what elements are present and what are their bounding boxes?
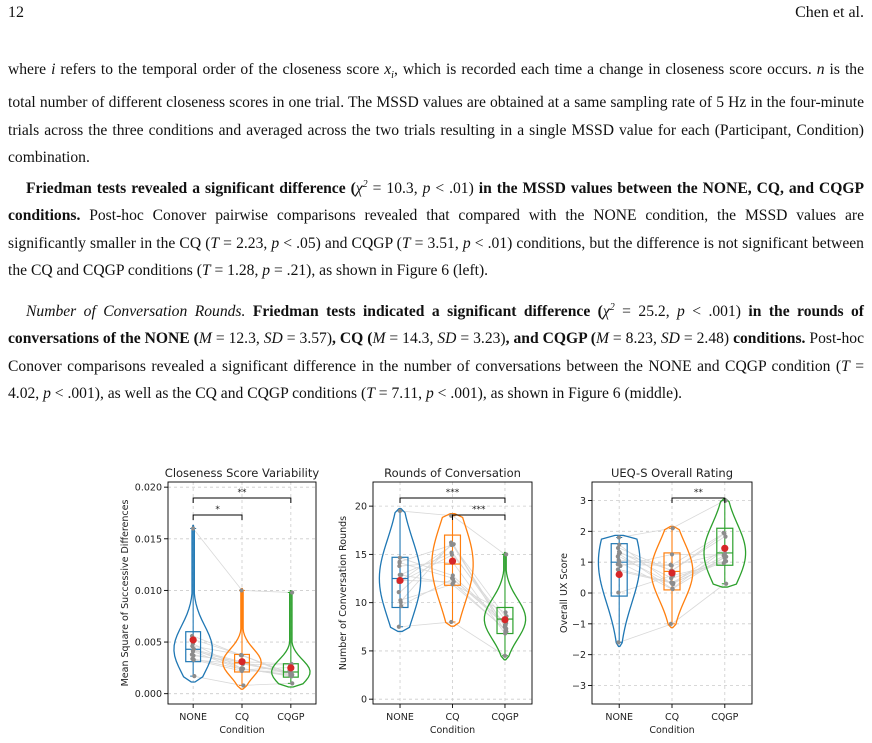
text-segment: 2 (362, 178, 368, 190)
text-segment: M (372, 330, 386, 348)
significance-label: ** (693, 488, 703, 498)
data-point (192, 647, 196, 651)
mean-marker (190, 636, 197, 643)
significance-bracket (672, 498, 725, 503)
chart-panel-3 (559, 466, 752, 736)
mean-marker (449, 558, 456, 565)
text-segment: SD (263, 330, 283, 348)
text-segment: in the MSSD values between the NONE, CQ, and CQGP conditions. (8, 180, 865, 225)
data-point (450, 582, 454, 586)
text-segment: < .01) conditions, but the difference is not significant between the CQ and CQGP conditions ( (8, 234, 864, 279)
text-segment: = 3.57) (282, 330, 333, 348)
text-segment: < .01) (430, 180, 474, 198)
figure-6 (0, 455, 872, 743)
x-axis-label: Condition (649, 725, 695, 736)
text-segment: = 3.51, (410, 234, 463, 252)
y-tick-label: 0.015 (134, 534, 162, 546)
text-segment: is the total number of different closeness scores in one trial. The MSSD values are obtained at a same sampling rate of 5 Hz in the four-minute trials across the three conditions and averaged across the two trials resulting in a single MSSD value for each (Participant, Condition) combination. (8, 61, 864, 166)
x-tick-label: CQGP (277, 712, 305, 723)
significance-label: * (215, 505, 220, 515)
significance-label: *** (471, 505, 486, 515)
y-tick-label: 1 (579, 557, 586, 569)
text-segment: = .21), as shown in Figure 6 (left). (270, 261, 489, 279)
chart-title: Rounds of Conversation (384, 466, 521, 480)
data-point (398, 560, 402, 564)
x-tick-label: CQ (234, 712, 250, 723)
data-point (616, 546, 620, 550)
data-point (397, 590, 401, 594)
text-segment: < .001), as shown in Figure 6 (middle). (433, 384, 683, 402)
data-point (670, 552, 674, 556)
text-segment (245, 303, 252, 320)
data-point (671, 526, 675, 530)
data-point (398, 598, 402, 602)
text-segment: = 14.3, (385, 330, 438, 348)
y-tick-label: 3 (579, 496, 586, 507)
text-segment: = 8.23, (608, 330, 661, 348)
chart-panel-1 (120, 466, 319, 736)
text-segment: χ (602, 303, 610, 321)
text-segment: p (422, 180, 431, 198)
text-segment: p (43, 384, 51, 402)
data-point (450, 553, 454, 557)
y-axis-label: Overall UX Score (559, 552, 570, 634)
chart-title: Closeness Score Variability (164, 466, 320, 480)
data-point (290, 590, 294, 594)
text-segment: = 4.02, (8, 357, 864, 402)
y-tick-label: 15 (354, 549, 367, 561)
text-segment: where (8, 61, 52, 78)
mean-marker (668, 569, 675, 576)
y-tick-label: 5 (360, 646, 367, 658)
text-segment: i (391, 70, 394, 82)
text-segment: = 7.11, (374, 384, 426, 402)
data-point (616, 590, 620, 594)
text-segment: = 3.23) (456, 330, 506, 348)
text-segment: T (210, 234, 220, 252)
y-axis-label: Number of Conversation Rounds (338, 515, 349, 671)
text-segment: SD (660, 330, 680, 348)
body-text (8, 56, 864, 407)
x-tick-label: NONE (179, 712, 208, 723)
data-point (398, 509, 402, 513)
data-point (616, 640, 620, 644)
data-point (670, 587, 674, 591)
text-segment: refers to the temporal order of the closeness score (55, 61, 385, 78)
text-segment: x (384, 61, 392, 78)
text-segment: Friedman tests revealed a significant difference ( (26, 180, 356, 198)
x-tick-label: CQGP (491, 712, 519, 723)
text-segment: Post-hoc Conover pairwise comparisons revealed that compared with the NONE condition, the MSSD values are significantly smaller in the CQ ( (8, 207, 864, 252)
text-segment: = 2.48) (679, 330, 730, 348)
x-tick-label: CQ (445, 712, 460, 723)
data-point (239, 653, 243, 657)
data-point (239, 666, 243, 670)
text-segment: Number of Conversation Rounds. (26, 303, 246, 321)
data-point (399, 573, 403, 577)
chart-title: UEQ-S Overall Rating (611, 466, 733, 480)
text-segment: Friedman tests indicated a significant difference ( (252, 303, 603, 321)
data-point (241, 683, 245, 687)
data-point (503, 629, 507, 633)
y-tick-label: 0 (360, 694, 367, 706)
significance-label: ** (237, 488, 247, 498)
text-segment: = 12.3, (211, 330, 264, 348)
y-tick-label: 0.000 (134, 689, 162, 701)
page-number: 12 (8, 4, 24, 21)
data-point (191, 526, 195, 530)
page-header (8, 4, 864, 26)
mean-marker (238, 658, 245, 665)
y-tick-label: −3 (571, 681, 586, 692)
data-point (617, 552, 621, 556)
text-segment: T (401, 234, 411, 252)
x-tick-label: NONE (386, 712, 414, 723)
text-segment: M (198, 330, 212, 348)
data-point (290, 681, 294, 685)
text-segment: p (425, 384, 434, 402)
data-point (397, 564, 401, 568)
data-point (192, 658, 196, 662)
y-tick-label: −1 (571, 619, 586, 631)
data-point (722, 531, 726, 535)
text-segment: in the rounds of conversations of the NONE ( (8, 303, 864, 348)
data-point (449, 620, 453, 624)
text-segment: = 1.28, (210, 261, 263, 279)
data-point (192, 674, 196, 678)
y-tick-label: 10 (354, 598, 367, 610)
data-point (452, 542, 456, 546)
data-point (724, 498, 728, 502)
text-segment: M (595, 330, 609, 348)
chart-panel-2 (338, 466, 532, 736)
text-segment: p (462, 234, 471, 252)
x-axis-label: Condition (219, 725, 265, 736)
y-tick-label: 0 (579, 588, 586, 600)
data-point (398, 556, 402, 560)
data-point (724, 559, 728, 563)
data-point (503, 654, 507, 658)
mean-marker (287, 664, 294, 671)
text-segment: = 10.3, (367, 180, 423, 198)
text-segment: , and CQGP ( (505, 330, 596, 348)
data-point (290, 673, 294, 677)
mean-marker (721, 545, 728, 552)
paragraph-mssd-results (8, 171, 864, 284)
data-point (724, 582, 728, 586)
data-point (671, 581, 675, 585)
text-segment: < .05) and CQGP ( (279, 234, 402, 252)
x-tick-label: CQ (664, 712, 680, 723)
text-segment: T (366, 384, 375, 402)
text-segment: i (51, 61, 56, 78)
y-axis-label: Mean Square of Successive Differences (120, 499, 131, 687)
text-segment: SD (437, 330, 457, 348)
text-segment: χ (355, 180, 363, 198)
text-segment: T (841, 357, 850, 375)
text-segment: T (201, 261, 211, 279)
y-tick-label: 0.005 (134, 637, 162, 649)
text-segment: n (816, 61, 825, 78)
data-point (399, 604, 403, 608)
data-point (503, 610, 507, 614)
data-point (504, 552, 508, 556)
y-tick-label: 20 (354, 501, 367, 513)
text-segment: Post-hoc Conover comparisons revealed a significant difference in the number of conversations between the NONE and CQGP condition ( (8, 330, 864, 375)
data-point (669, 622, 673, 626)
paragraph-conversation-rounds (8, 294, 864, 407)
text-segment: = 2.23, (219, 234, 272, 252)
significance-label: *** (445, 488, 460, 498)
running-head: Chen et al. (795, 4, 864, 21)
data-point (190, 653, 194, 657)
y-tick-label: 0.010 (134, 585, 162, 597)
data-point (397, 625, 401, 629)
text-segment: p (677, 303, 685, 321)
text-segment: 2 (609, 301, 615, 313)
mean-marker (396, 577, 403, 584)
paragraph-mssd-definition (8, 56, 864, 171)
text-segment: < .001) (684, 303, 741, 321)
figure-6-plots (0, 455, 872, 743)
mean-marker (501, 616, 508, 623)
data-point (239, 588, 243, 592)
mean-marker (616, 571, 623, 578)
data-point (617, 535, 621, 539)
text-segment: conditions. (729, 330, 806, 348)
text-segment: p (271, 234, 280, 252)
data-point (616, 562, 620, 566)
text-segment: , which is recorded each time a change in closeness score occurs. (393, 61, 817, 78)
data-point (451, 577, 455, 581)
text-segment: < .001), as well as the CQ and CQGP conditions ( (50, 384, 367, 402)
text-segment: , CQ ( (332, 330, 373, 348)
text-segment: = 25.2, (614, 303, 678, 321)
x-tick-label: CQGP (711, 712, 739, 723)
data-point (670, 563, 674, 567)
y-tick-label: 0.020 (134, 482, 162, 494)
y-tick-label: 2 (579, 526, 586, 538)
text-segment: p (262, 261, 271, 279)
significance-bracket (193, 515, 242, 520)
x-tick-label: NONE (605, 712, 634, 723)
x-axis-label: Condition (429, 725, 476, 736)
y-tick-label: −2 (571, 650, 586, 662)
